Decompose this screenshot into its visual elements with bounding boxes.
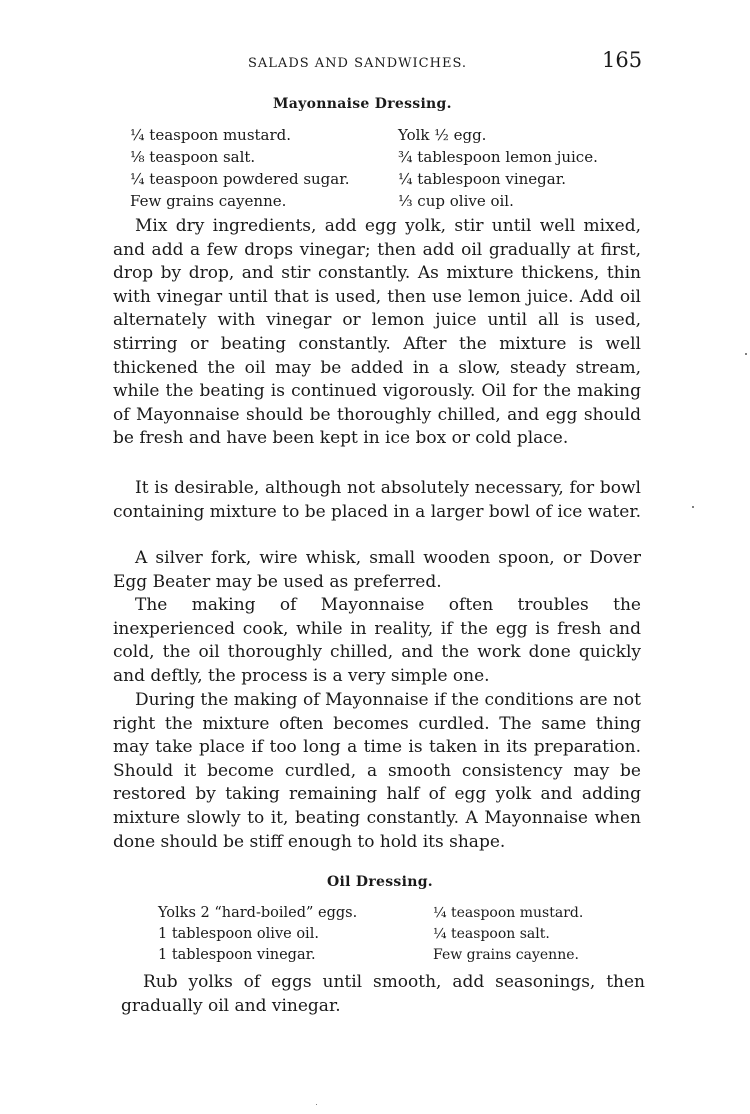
utensils-paragraph: A silver fork, wire whisk, small wooden spoon, or Dover Egg Beater may be used as preferred.	[113, 548, 641, 592]
ingredient-line: ⅓ cup olive oil.	[398, 192, 514, 210]
ingredient-line: Yolk ½ egg.	[398, 126, 487, 144]
curdled-paragraph: During the making of Mayonnaise if the conditions are not right the mixture often becomes curdled. The same thing may take place if too long a time is taken in its preparation. Should it become curdled, a smooth consistency may be restored by taking remaining half of egg yolk and adding mixture slowly to it, beating constantly. A Mayonnaise when done should be stiff enough to hold its shape.	[113, 690, 641, 852]
oil-dressing-ingredients-right	[433, 903, 583, 966]
ingredient-line: Yolks 2 “hard-boiled” eggs.	[158, 905, 358, 921]
ink-speck	[745, 353, 747, 355]
inexperienced-cook-paragraph: The making of Mayonnaise often troubles the inexperienced cook, while in reality, if the egg is fresh and cold, the oil thoroughly chilled, and the work done quickly and deftly, the process is a very simple one.	[113, 595, 641, 686]
oil-dressing-title: Oil Dressing.	[327, 874, 433, 890]
ingredient-line: ¼ tablespoon vinegar.	[398, 170, 566, 188]
oil-dressing-ingredients-left	[158, 903, 357, 966]
ingredient-line: ⅛ teaspoon salt.	[130, 148, 256, 166]
ingredient-line: 1 tablespoon olive oil.	[158, 926, 319, 942]
running-head	[0, 48, 750, 78]
ingredient-line: ¼ teaspoon salt.	[433, 926, 550, 942]
ingredient-line: ¼ teaspoon powdered sugar.	[130, 170, 350, 188]
mayonnaise-ingredients-right	[398, 124, 598, 212]
ink-speck	[692, 506, 694, 508]
ingredient-line: ¼ teaspoon mustard.	[130, 126, 292, 144]
ingredient-line: Few grains cayenne.	[433, 947, 579, 963]
ingredient-line: Few grains cayenne.	[130, 192, 287, 210]
page-number: 165	[602, 48, 643, 72]
running-title: SALADS AND SANDWICHES.	[248, 56, 468, 71]
ice-water-paragraph: It is desirable, although not absolutely necessary, for bowl containing mixture to be placed in a larger bowl of ice water.	[113, 478, 641, 522]
oil-dressing-method: Rub yolks of eggs until smooth, add seasonings, then gradually oil and vinegar.	[121, 972, 645, 1016]
ink-speck	[316, 1104, 317, 1105]
mayonnaise-dressing-title: Mayonnaise Dressing.	[273, 96, 452, 112]
ingredient-line: 1 tablespoon vinegar.	[158, 947, 316, 963]
method-paragraph: Mix dry ingredients, add egg yolk, stir until well mixed, and add a few drops vinegar; then add oil gradually at first, drop by drop, and stir constantly. As mixture thickens, thin with vinegar until that is used, then use lemon juice. Add oil alternately with vinegar or lemon juice until all is used, stirring or beating constantly. After the mixture is well thickened the oil may be added in a slow, steady stream, while the beating is continued vigorously. Oil for the making of Mayonnaise should be thoroughly chilled, and egg should be fresh and have been kept in ice box or cold place.	[113, 216, 641, 449]
ingredient-line: ¼ teaspoon mustard.	[433, 905, 584, 921]
ingredient-line: ¾ tablespoon lemon juice.	[398, 148, 598, 166]
mayonnaise-ingredients-left	[130, 124, 350, 212]
